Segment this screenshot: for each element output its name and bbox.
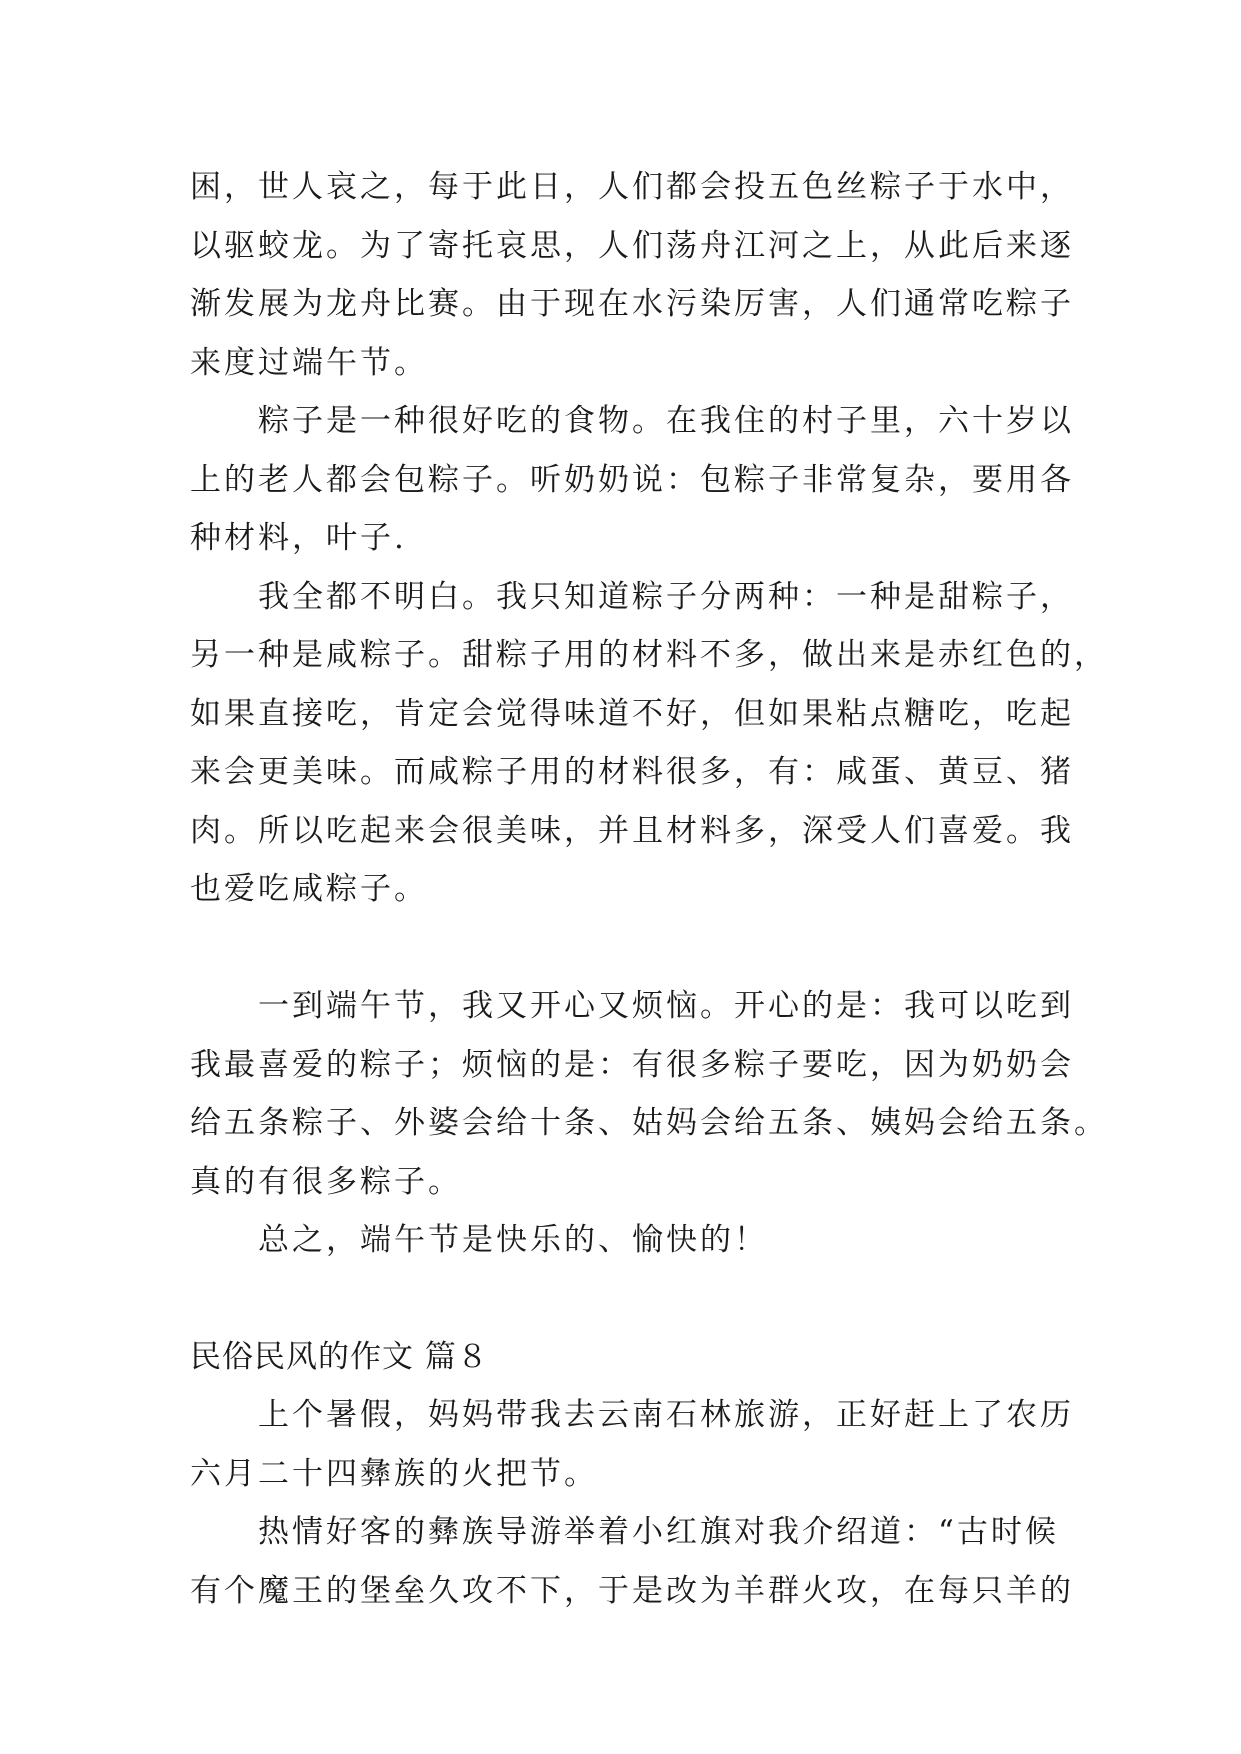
text-line: 粽子是一种很好吃的食物。在我住的村子里，六十岁以 [258,403,1074,439]
text-line: 真的有很多粽子。 [190,1163,462,1200]
text-line: 另一种是咸粽子。甜粽子用的材料不多，做出来是赤红色的， [190,637,1108,673]
text-line [190,919,1060,978]
text-line: 热情好客的彝族导游举着小红旗对我介绍道：“古时候 [258,1514,1059,1550]
paragraph [190,1503,1074,1620]
text-line: 上个暑假，妈妈带我去云南石林旅游，正好赶上了农历 [258,1397,1074,1433]
text-line: 来会更美味。而咸粽子用的材料很多，有：咸蛋、黄豆、猪 [190,754,1074,790]
paragraph [190,158,1074,392]
section-spacer [190,1270,1060,1328]
text-line: 总之，端午节是快乐的、愉快的！ [258,1222,768,1258]
text-line: 渐发展为龙舟比赛。由于现在水污染厉害，人们通常吃粽子 [190,286,1074,322]
paragraph [190,977,1108,1211]
paragraph [190,568,1108,978]
text-line: 有个魔王的堡垒久攻不下，于是改为羊群火攻，在每只羊的 [190,1572,1074,1609]
text-line: 肉。所以吃起来会很美味，并且材料多，深受人们喜爱。我 [190,812,1074,849]
text-line: 如果直接吃，肯定会觉得味道不好，但如果粘点糖吃，吃起 [190,695,1074,732]
text-line: 六月二十四彝族的火把节。 [190,1455,598,1492]
paragraph [190,1211,1060,1270]
section-title: 民俗民风的作文 篇８ [190,1338,489,1375]
paragraph [190,392,1074,568]
paragraph [190,1386,1074,1503]
text-line: 一到端午节，我又开心又烦恼。开心的是：我可以吃到 [258,988,1074,1024]
text-line: 上的老人都会包粽子。听奶奶说：包粽子非常复杂，要用各 [190,461,1074,498]
text-line: 来度过端午节。 [190,344,428,381]
text-line: 困，世人哀之，每于此日，人们都会投五色丝粽子于水中， [190,169,1074,205]
text-line: 种材料，叶子. [190,520,407,556]
text-line: 我全都不明白。我只知道粽子分两种：一种是甜粽子， [258,578,1074,615]
text-line: 也爱吃咸粽子。 [190,871,428,907]
text-line: 我最喜爱的粽子；烦恼的是：有很多粽子要吃，因为奶奶会 [190,1046,1074,1083]
document-body [190,158,1108,1620]
text-line: 给五条粽子、外婆会给十条、姑妈会给五条、姨妈会给五条。 [190,1105,1108,1141]
text-line: 以驱蛟龙。为了寄托哀思，人们荡舟江河之上，从此后来逐 [190,227,1074,264]
